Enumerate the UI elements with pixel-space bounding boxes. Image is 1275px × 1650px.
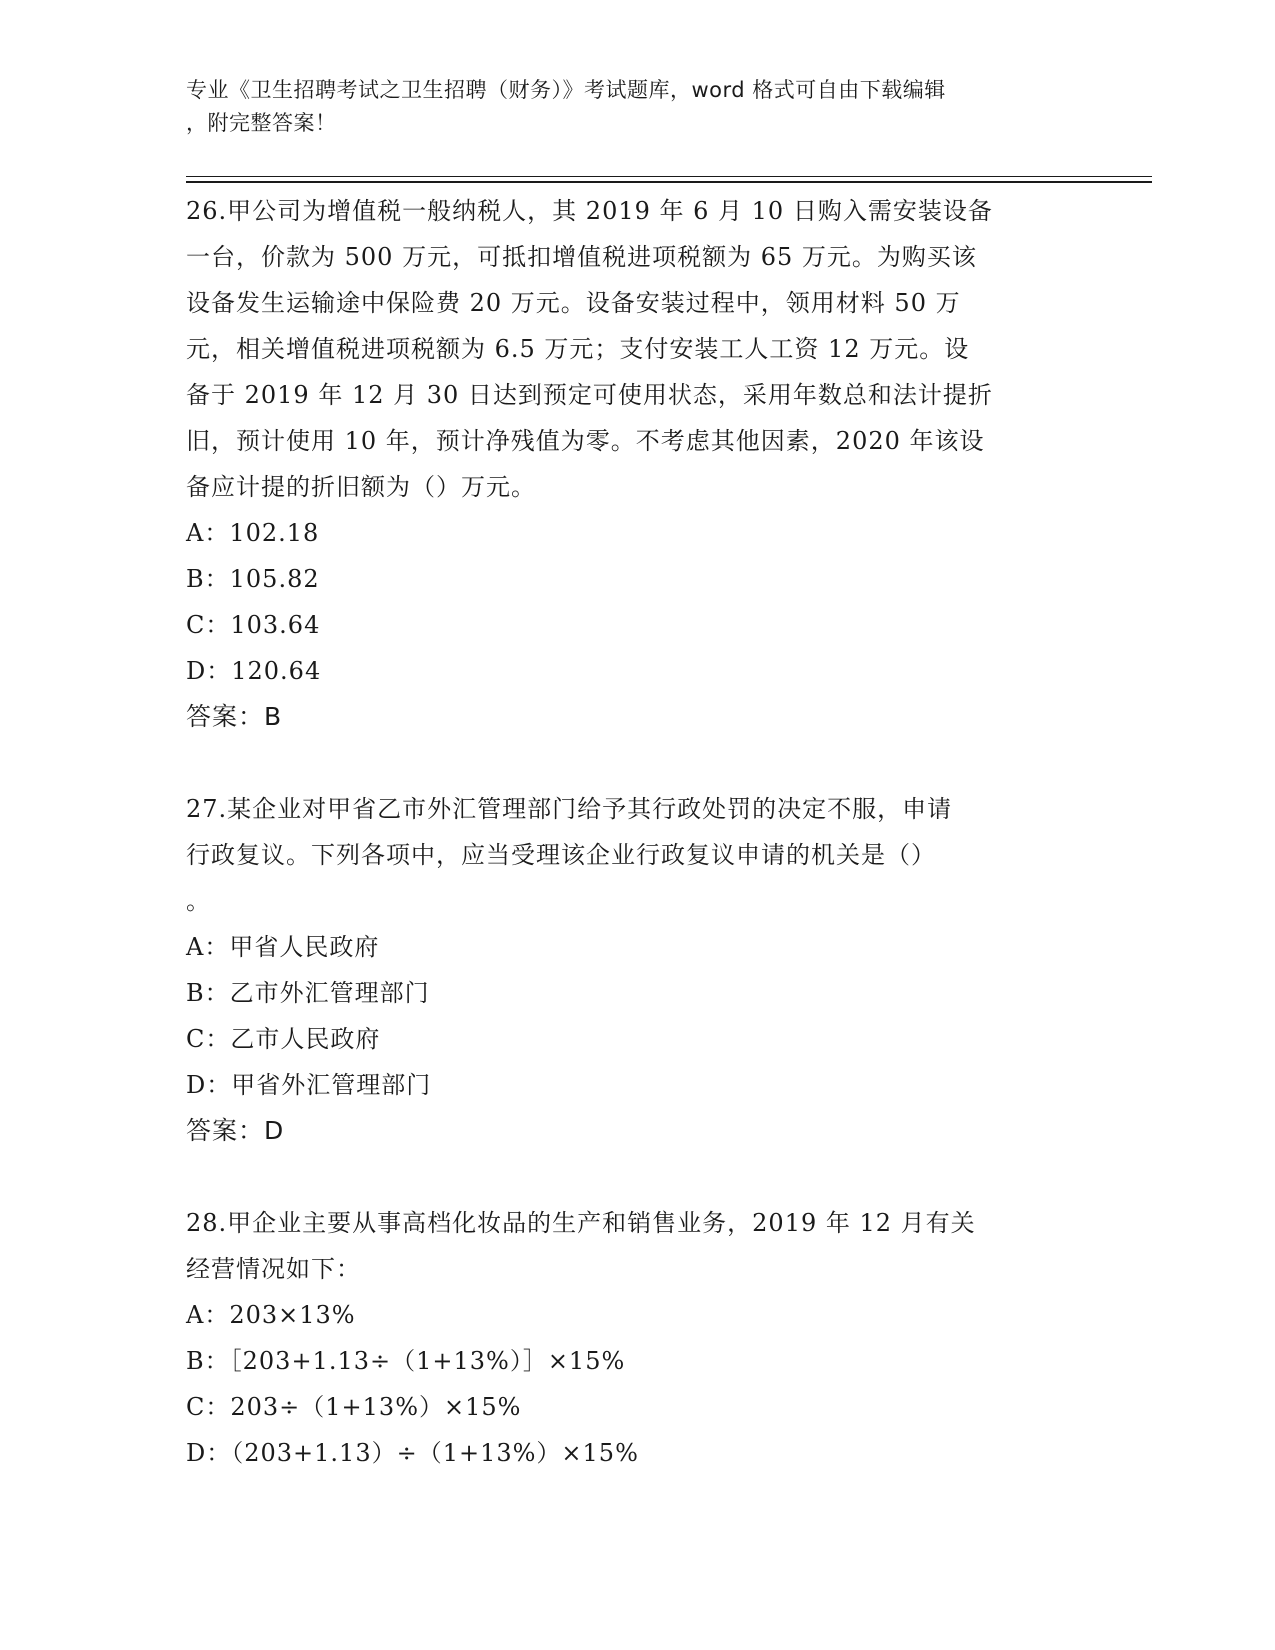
option-b: B：乙市外汇管理部门 — [186, 979, 430, 1007]
stem-line: 旧，预计使用 10 年，预计净残值为零。不考虑其他因素，2020 年该设 — [186, 427, 985, 455]
option-c: C：203÷（1+13%）×15% — [186, 1393, 522, 1421]
spacer — [186, 1154, 1086, 1200]
header-divider-thick — [186, 181, 1152, 183]
stem-line: 行政复议。下列各项中，应当受理该企业行政复议申请的机关是（） — [186, 841, 936, 869]
stem-line: 备应计提的折旧额为（）万元。 — [186, 473, 536, 501]
spacer — [186, 740, 1086, 786]
option-b: B：105.82 — [186, 565, 320, 593]
stem-line: 26.甲公司为增值税一般纳税人，其 2019 年 6 月 10 日购入需安装设备 — [186, 197, 993, 225]
option-a: A：102.18 — [186, 519, 320, 547]
question-list — [186, 188, 1086, 1476]
stem-line: 。 — [186, 887, 211, 915]
stem-line: 设备发生运输途中保险费 20 万元。设备安装过程中，领用材料 50 万 — [186, 289, 961, 317]
option-d: D：（203+1.13）÷（1+13%）×15% — [186, 1439, 639, 1467]
question-stem — [186, 786, 1086, 924]
answer-text: 答案：D — [186, 1116, 285, 1145]
question-26 — [186, 188, 1086, 740]
question-stem — [186, 188, 1086, 510]
option-a: A：203×13% — [186, 1301, 356, 1329]
option-c: C：103.64 — [186, 611, 321, 639]
document-header — [186, 74, 1066, 140]
header-line-2: ，附完整答案！ — [186, 111, 337, 135]
stem-line: 元，相关增值税进项税额为 6.5 万元；支付安装工人工资 12 万元。设 — [186, 335, 970, 363]
option-a: A：甲省人民政府 — [186, 933, 380, 961]
option-b: B：［203+1.13÷（1+13%）］×15% — [186, 1347, 626, 1375]
question-28 — [186, 1200, 1086, 1476]
header-divider-thin — [186, 176, 1152, 177]
option-d: D：120.64 — [186, 657, 322, 685]
stem-line: 27.某企业对甲省乙市外汇管理部门给予其行政处罚的决定不服，申请 — [186, 795, 953, 823]
stem-line: 28.甲企业主要从事高档化妆品的生产和销售业务，2019 年 12 月有关 — [186, 1209, 976, 1237]
question-27 — [186, 786, 1086, 1154]
stem-line: 一台，价款为 500 万元，可抵扣增值税进项税额为 65 万元。为购买该 — [186, 243, 977, 271]
answer-text: 答案：B — [186, 702, 283, 731]
stem-line: 备于 2019 年 12 月 30 日达到预定可使用状态，采用年数总和法计提折 — [186, 381, 993, 409]
question-stem — [186, 1200, 1086, 1292]
option-d: D：甲省外汇管理部门 — [186, 1071, 432, 1099]
header-line-1: 专业《卫生招聘考试之卫生招聘（财务）》考试题库，word 格式可自由下载编辑 — [186, 78, 946, 102]
stem-line: 经营情况如下： — [186, 1255, 361, 1283]
option-c: C：乙市人民政府 — [186, 1025, 381, 1053]
